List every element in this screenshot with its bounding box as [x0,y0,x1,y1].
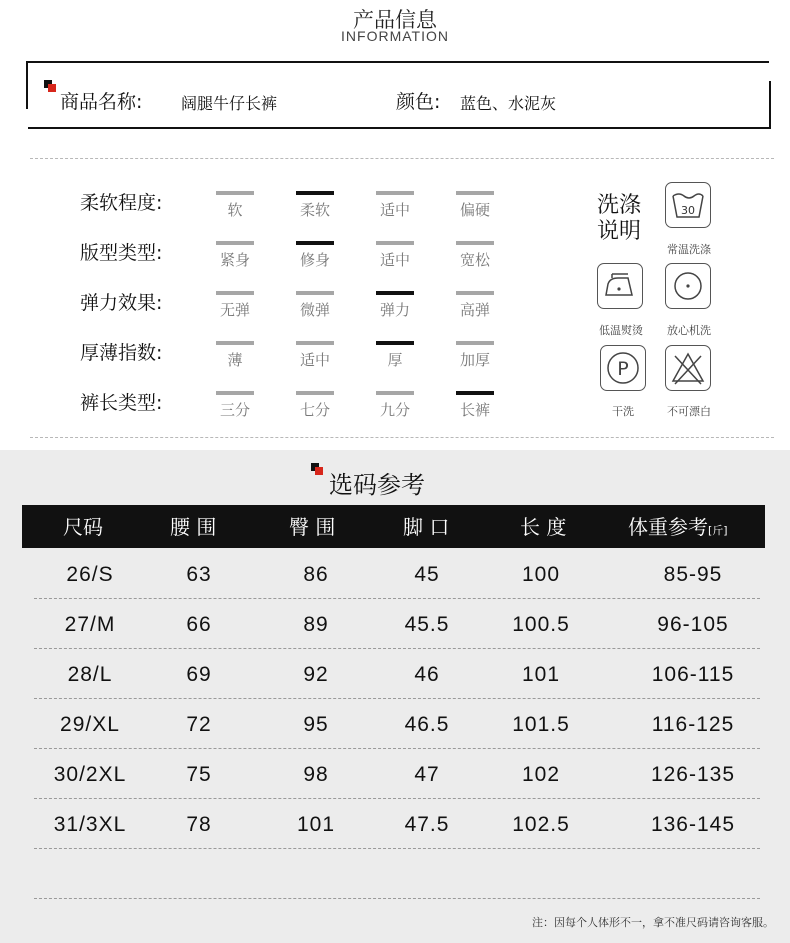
option-label: 九分 [379,401,410,419]
product-color-label: 颜色: [396,91,441,113]
table-cell: 89 [303,613,329,636]
table-cell: 98 [303,763,329,786]
option-label: 紧身 [219,251,250,269]
attribute-option [456,291,494,320]
table-cell: 101 [296,813,336,836]
option-bar [216,391,254,395]
column-header [63,511,103,540]
table-cell: 78 [186,813,212,836]
option-label: 高弹 [459,301,490,319]
no-bleach-icon [665,345,711,391]
size-chart-title: 选码参考 [329,471,425,499]
table-cell: 29/XL [60,713,120,736]
column-header [520,511,566,540]
attribute-label: 版型类型: [80,242,163,264]
washing-title [597,193,641,245]
attribute-option [296,291,334,320]
table-cell: 72 [186,713,212,736]
column-header-text: 脚 口 [403,515,450,539]
iron-low-icon [597,263,643,309]
table-cell: 63 [186,563,212,586]
option-bar [216,341,254,345]
option-label: 适中 [379,251,410,269]
option-bar [296,241,334,245]
table-cell: 85-95 [663,563,723,586]
attribute-option-selected [296,241,334,270]
option-bar [456,191,494,195]
table-cell: 47.5 [404,813,450,836]
row-divider [34,748,760,749]
product-name-value: 阔腿牛仔长裤 [181,94,278,113]
table-cell: 92 [303,663,329,686]
column-header [403,511,449,540]
option-bar [296,341,334,345]
option-bar [376,241,414,245]
row-divider [34,648,760,649]
table-cell: 86 [303,563,329,586]
attribute-option [456,191,494,220]
column-header-text: 体重参考 [628,515,708,539]
attribute-option [376,391,414,420]
attribute-option [456,341,494,370]
weight-unit: [斤] [708,524,728,537]
table-cell: 26/S [66,563,114,586]
option-label: 软 [227,201,243,219]
divider [30,158,774,159]
attribute-option [216,391,254,420]
table-cell: 101.5 [512,713,570,736]
option-label: 薄 [227,351,243,369]
table-cell: 47 [414,763,440,786]
option-label: 加厚 [459,351,490,369]
washing-title-line2: 说明 [597,219,642,244]
option-label: 偏硬 [459,201,490,219]
option-label: 柔软 [299,201,330,219]
table-cell: 116-125 [651,713,735,736]
option-label: 无弹 [219,301,250,319]
option-label: 宽松 [459,251,490,269]
table-cell: 30/2XL [53,763,127,786]
option-label: 适中 [299,351,330,369]
option-bar [456,391,494,395]
option-bar [216,241,254,245]
bullet-icon [44,80,56,92]
product-name-label: 商品名称: [60,91,143,113]
row-divider [34,848,760,849]
attribute-option [296,341,334,370]
option-bar [296,191,334,195]
option-bar [296,391,334,395]
table-cell: 100.5 [512,613,570,636]
row-divider [34,798,760,799]
section-subtitle: INFORMATION [341,28,449,44]
divider [30,437,774,438]
option-bar [376,191,414,195]
option-bar [456,241,494,245]
bullet-icon [311,463,323,475]
column-header-text: 腰 围 [170,515,217,539]
table-cell: 28/L [67,663,113,686]
option-label: 微弹 [299,301,330,319]
option-bar [376,341,414,345]
wash-normal-icon [665,182,711,228]
attribute-option [376,241,414,270]
attribute-label: 弹力效果: [80,292,163,314]
option-bar [456,291,494,295]
option-label: 修身 [299,251,330,269]
table-cell: 46 [414,663,440,686]
table-cell: 75 [186,763,212,786]
size-note: 注：因每个人体形不一，拿不准尺码请咨询客服。 [532,916,774,929]
washing-title-line1: 洗涤 [597,193,642,218]
table-cell: 101 [521,663,561,686]
dry-clean-label: 干洗 [612,405,634,418]
dry-clean-icon [600,345,646,391]
iron-low-label: 低温熨烫 [599,324,643,337]
column-header-text: 尺码 [63,515,103,539]
wash-temp-value: 30 [681,204,695,217]
section-title: 产品信息 [353,8,437,32]
option-label: 三分 [219,401,250,419]
table-cell: 66 [186,613,212,636]
table-cell: 46.5 [404,713,450,736]
option-bar [376,391,414,395]
table-cell: 100 [521,563,561,586]
attribute-option [216,191,254,220]
table-cell: 102.5 [512,813,570,836]
dry-clean-letter: P [617,358,629,380]
table-cell: 96-105 [657,613,729,636]
attribute-option [216,241,254,270]
attribute-option-selected [376,341,414,370]
option-label: 适中 [379,201,410,219]
product-info-box [28,61,769,129]
table-cell: 126-135 [650,763,736,786]
table-cell: 69 [186,663,212,686]
table-cell: 27/M [64,613,116,636]
table-cell: 102 [521,763,561,786]
attribute-option [376,191,414,220]
attribute-label: 柔软程度: [80,192,163,214]
row-divider [34,898,760,899]
column-header-text: 臀 围 [289,515,336,539]
column-header [289,511,335,540]
option-bar [456,341,494,345]
table-cell: 45 [414,563,440,586]
table-cell: 95 [303,713,329,736]
product-color-value: 蓝色、水泥灰 [460,94,557,113]
attribute-label: 厚薄指数: [80,342,163,364]
row-divider [34,698,760,699]
attribute-option-selected [296,191,334,220]
option-bar [296,291,334,295]
attribute-option-selected [376,291,414,320]
option-bar [216,191,254,195]
table-cell: 106-115 [651,663,735,686]
option-label: 厚 [387,351,403,369]
column-header [170,511,216,540]
table-cell: 136-145 [650,813,736,836]
attribute-label: 裤长类型: [80,392,163,414]
row-divider [34,598,760,599]
attribute-option [456,241,494,270]
attribute-option [216,341,254,370]
table-cell: 45.5 [404,613,450,636]
attribute-option [296,391,334,420]
option-label: 弹力 [379,301,410,319]
machine-wash-icon [665,263,711,309]
attribute-option-selected [456,391,494,420]
attribute-option [216,291,254,320]
column-header [628,511,728,540]
table-cell: 31/3XL [53,813,127,836]
option-bar [216,291,254,295]
column-header-text: 长 度 [520,515,567,539]
option-label: 长裤 [459,401,490,419]
no-bleach-label: 不可漂白 [667,405,711,418]
machine-wash-label: 放心机洗 [667,324,711,337]
option-bar [376,291,414,295]
option-label: 七分 [299,401,330,419]
wash-normal-label: 常温洗涤 [667,243,711,256]
